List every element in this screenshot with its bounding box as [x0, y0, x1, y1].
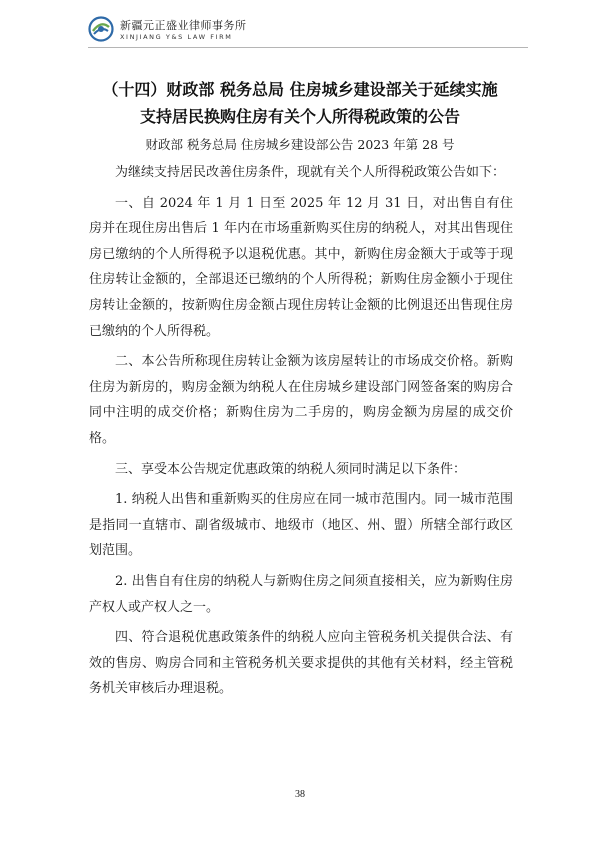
document-body: [89, 160, 513, 707]
document-title-line-2: 支持居民换购住房有关个人所得税政策的公告: [139, 107, 460, 126]
page-number: 38: [295, 789, 305, 800]
document-title-line-1: （十四）财政部 税务总局 住房城乡建设部关于延续实施: [102, 80, 498, 99]
firm-logo-icon: [88, 16, 114, 42]
paragraph-article-3: 三、享受本公告规定优惠政策的纳税人须同时满足以下条件：: [115, 461, 467, 477]
paragraph-condition-1: 1. 纳税人出售和重新购买的住房应在同一城市范围内。同一城市范围是指同一直辖市、副省级城市、地级市（地区、州、盟）所辖全部行政区划范围。: [89, 492, 513, 559]
header-divider: [88, 47, 528, 48]
firm-name-en: XINJIANG Y&S LAW FIRM: [120, 33, 233, 41]
paragraph-condition-2: 2. 出售自有住房的纳税人与新购住房之间须直接相关，应为新购住房产权人或产权人之一。: [89, 573, 513, 615]
page-header: [88, 14, 528, 48]
firm-name-cn: 新疆元正盛业律师事务所: [120, 19, 247, 32]
announcement-number: 财政部 税务总局 住房城乡建设部公告 2023 年第 28 号: [145, 137, 455, 152]
paragraph-article-2: 二、本公告所称现住房转让金额为该房屋转让的市场成交价格。新购住房为新房的，购房金额为纳税人在住房城乡建设部门网签备案的购房合同中注明的成交价格；新购住房为二手房的，购房金额为房屋的成交价格。: [89, 354, 513, 446]
paragraph-intro: 为继续支持居民改善住房条件，现就有关个人所得税政策公告如下：: [115, 165, 506, 180]
paragraph-article-4: 四、符合退税优惠政策条件的纳税人应向主管税务机关提供合法、有效的售房、购房合同和主管税务机关要求提供的其他有关材料，经主管税务机关审核后办理退税。: [89, 630, 513, 697]
paragraph-article-1: 一、自 2024 年 1 月 1 日至 2025 年 12 月 31 日，对出售自有住房并在现住房出售后 1 年内在市场重新购买住房的纳税人，对其出售现住房已缴纳的个人所得税予以退税优惠。其中，新购住房金额大于或等于现住房转让金额的，全部退还已缴纳的个人所得税；新购住房金额小于现住房转让金额的，按新购住房金额占现住房转让金额的比例退还出售现住房已缴纳的个人所得税。: [89, 195, 513, 339]
